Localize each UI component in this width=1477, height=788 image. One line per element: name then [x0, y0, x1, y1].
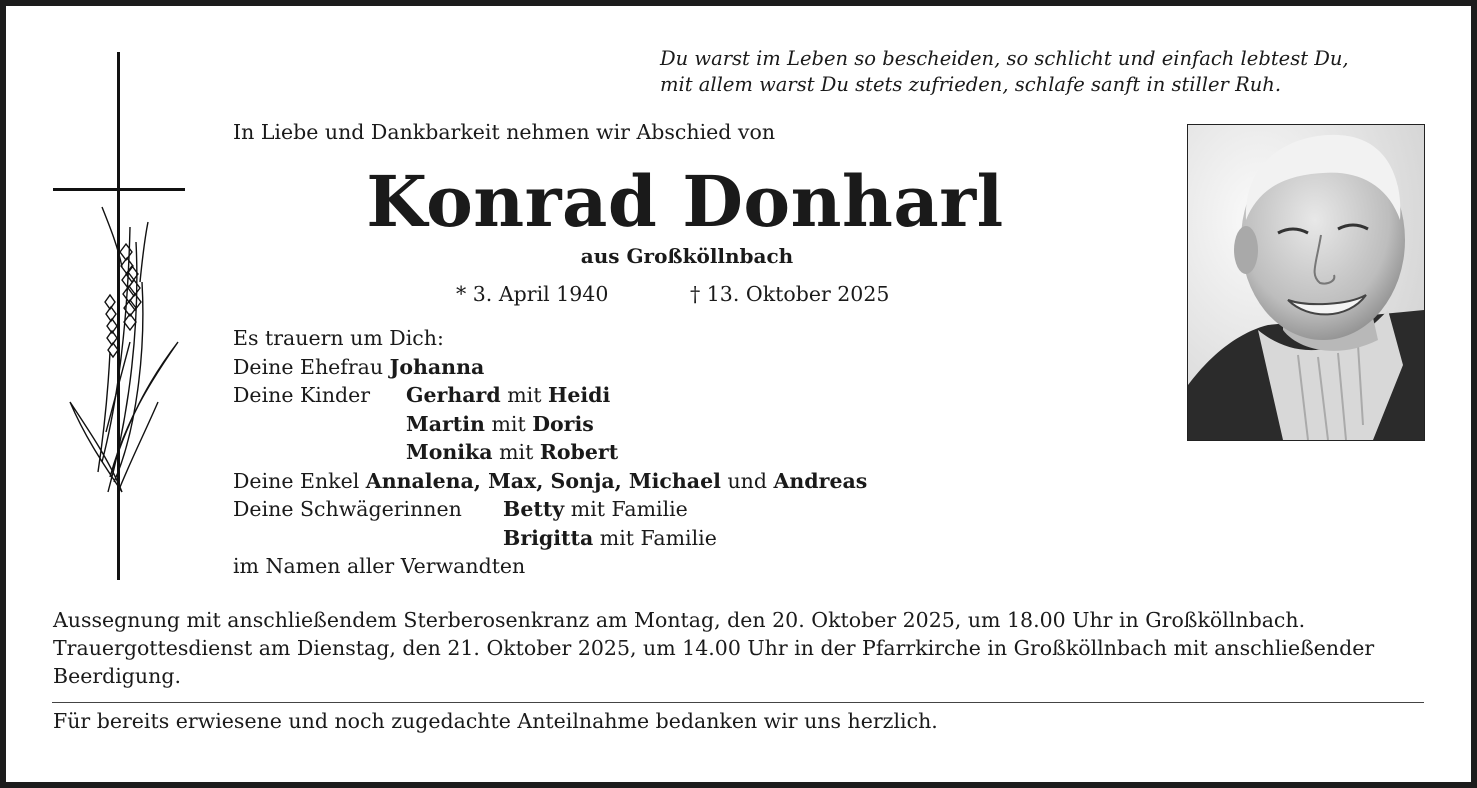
child-name: Gerhard	[406, 383, 501, 407]
portrait-photo	[1187, 124, 1425, 441]
children-label: Deine Kinder	[233, 383, 371, 407]
grandchildren-last: Andreas	[773, 468, 868, 493]
child-partner: Heidi	[547, 383, 611, 407]
thanks-text: Für bereits erwiesene und noch zugedachte Anteilnahme bedanken wir uns herzlich.	[53, 709, 938, 733]
grandchildren-row	[233, 467, 953, 496]
closing-text: im Namen aller Verwandten	[233, 554, 526, 578]
inlaws-row	[233, 495, 953, 524]
inlaw-suffix: mit Familie	[599, 525, 717, 550]
motto-line-2: mit allem warst Du stets zufrieden, schlafe sanft in stiller Ruh.	[660, 73, 1282, 96]
divider-line	[52, 702, 1424, 703]
child-name: Martin	[406, 411, 485, 436]
spouse-label: Deine Ehefrau	[233, 354, 384, 379]
inlaws-label: Deine Schwägerinnen	[233, 497, 462, 521]
child-joiner: mit	[491, 411, 526, 436]
child-name: Monika	[406, 440, 493, 464]
inlaws-row	[233, 524, 953, 553]
inlaw-suffix: mit Familie	[570, 497, 688, 521]
child-joiner: mit	[507, 383, 542, 407]
birth-date: * 3. April 1940	[456, 282, 609, 306]
closing-row	[233, 552, 953, 581]
spouse-name: Johanna	[389, 354, 485, 379]
spouse-row	[233, 353, 953, 382]
motto-verse	[660, 46, 1349, 98]
portrait-image	[1188, 125, 1424, 440]
intro-text: In Liebe und Dankbarkeit nehmen wir Abschied von	[233, 120, 776, 144]
mourners-heading-row	[233, 324, 953, 353]
cross-with-wheat-icon	[50, 52, 190, 580]
death-date: † 13. Oktober 2025	[690, 282, 890, 306]
deceased-name: Konrad Donharl	[366, 160, 1004, 243]
child-partner: Robert	[539, 440, 619, 464]
mourners-list	[233, 324, 953, 581]
child-partner: Doris	[532, 411, 594, 436]
grandchildren-names: Annalena, Max, Sonja, Michael	[365, 468, 721, 493]
children-row	[233, 381, 953, 410]
children-row	[233, 410, 953, 439]
child-joiner: mit	[499, 440, 534, 464]
inlaw-name: Betty	[503, 497, 565, 521]
motto-line-1: Du warst im Leben so bescheiden, so schlicht und einfach lebtest Du,	[660, 47, 1349, 70]
deceased-origin: aus Großköllnbach	[580, 244, 794, 268]
children-row	[233, 438, 953, 467]
grandchildren-joiner: und	[727, 468, 767, 493]
inlaw-name: Brigitta	[503, 525, 594, 550]
grandchildren-label: Deine Enkel	[233, 468, 360, 493]
service-info: Aussegnung mit anschließendem Sterberosenkranz am Montag, den 20. Oktober 2025, um 18.00 Uhr in Großköllnbach. Trauergottesdienst am Dienstag, den 21. Oktober 2025, um 14.00 Uhr in der Pfarrkirche in Großköllnbach mit anschließender Beerdigung.	[53, 608, 1375, 688]
mourners-heading: Es trauern um Dich:	[233, 326, 444, 350]
